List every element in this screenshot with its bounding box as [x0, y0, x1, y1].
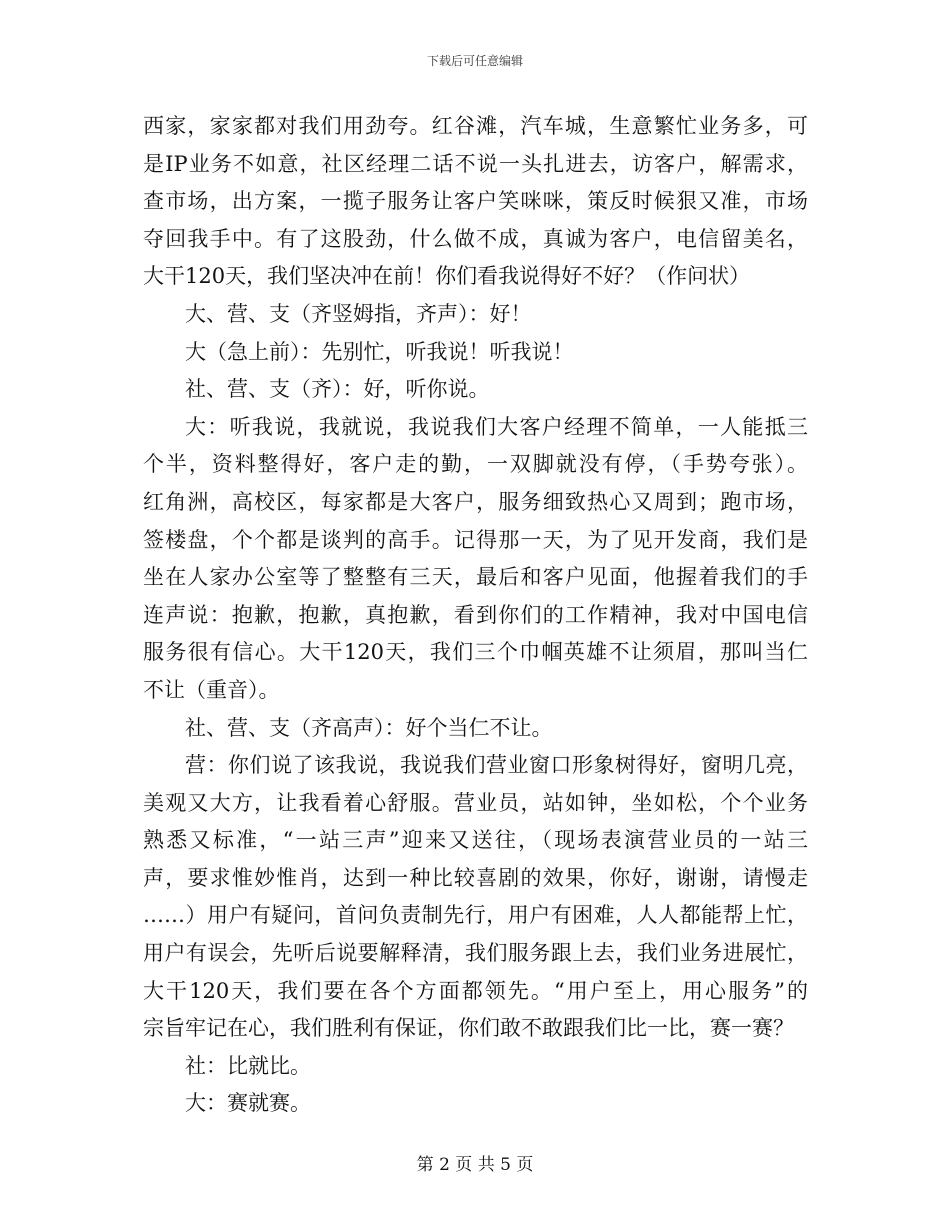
- text-line: 大：赛就赛。: [185, 1091, 311, 1116]
- page-footer: 第 2 页 共 5 页: [416, 1155, 534, 1175]
- text-line: 签楼盘，个个都是谈判的高手。记得那一天，为了见开发商，我们是: [143, 527, 808, 552]
- text-line: 大（急上前）：先别忙，听我说！听我说！: [185, 339, 574, 364]
- text-line: 大干120天，我们坚决冲在前！你们看我说得好不好？（作问状）: [143, 264, 751, 289]
- text-line: 大：听我说，我就说，我说我们大客户经理不简单，一人能抵三: [185, 414, 808, 439]
- page-header: 下载后可任意编辑: [426, 54, 523, 68]
- text-line: 熟悉又标准，“一站三声”迎来又送往，（现场表演营业员的一站三: [143, 828, 808, 853]
- text-line: 宗旨牢记在心，我们胜利有保证，你们敢不敢跟我们比一比，赛一赛？: [143, 1016, 794, 1041]
- text-line: 用户有误会，先听后说要解释清，我们服务跟上去，我们业务进展忙，: [143, 941, 808, 966]
- text-line: 坐在人家办公室等了整整有三天，最后和客户见面，他握着我们的手: [143, 565, 808, 590]
- text-line: 社、营、支（齐）：好，听你说。: [185, 377, 490, 402]
- text-line: 红角洲，高校区，每家都是大客户，服务细致热心又周到；跑市场，: [143, 489, 808, 514]
- text-line: 个半，资料整得好，客户走的勤，一双脚就没有停，（手势夸张）。: [143, 452, 808, 477]
- text-line: ……）用户有疑问，首问负责制先行，用户有困难，人人都能帮上忙，: [143, 903, 808, 928]
- text-line: 声，要求惟妙惟肖，达到一种比较喜剧的效果，你好，谢谢，请慢走: [143, 865, 808, 890]
- text-line: 西家，家家都对我们用劲夸。红谷滩，汽车城，生意繁忙业务多，可: [143, 114, 808, 138]
- text-line: 社：比就比。: [185, 1053, 311, 1078]
- text-line: 是IP业务不如意，社区经理二话不说一头扎进去，访客户，解需求，: [143, 151, 808, 176]
- text-line: 连声说：抱歉，抱歉，真抱歉，看到你们的工作精神，我对中国电信: [143, 602, 808, 627]
- text-line: 大干120天，我们要在各个方面都领先。“用户至上，用心服务”的: [143, 978, 808, 1003]
- document-body: [143, 108, 808, 1123]
- text-line: 社、营、支（齐高声）：好个当仁不让。: [185, 715, 553, 740]
- text-line: 美观又大方，让我看着心舒服。营业员，站如钟，坐如松，个个业务: [143, 790, 808, 815]
- text-line: 不让（重音）。: [143, 677, 280, 702]
- text-line: 营：你们说了该我说，我说我们营业窗口形象树得好，窗明几亮，: [185, 753, 808, 778]
- text-line: 服务很有信心。大干120天，我们三个巾帼英雄不让须眉，那叫当仁: [143, 640, 808, 665]
- text-line: 夺回我手中。有了这股劲，什么做不成，真诚为客户，电信留美名，: [143, 226, 808, 251]
- text-line: 大、营、支（齐竖姆指，齐声）：好！: [185, 301, 532, 326]
- text-line: 查市场，出方案，一揽子服务让客户笑咪咪，策反时候狠又准，市场: [143, 189, 808, 214]
